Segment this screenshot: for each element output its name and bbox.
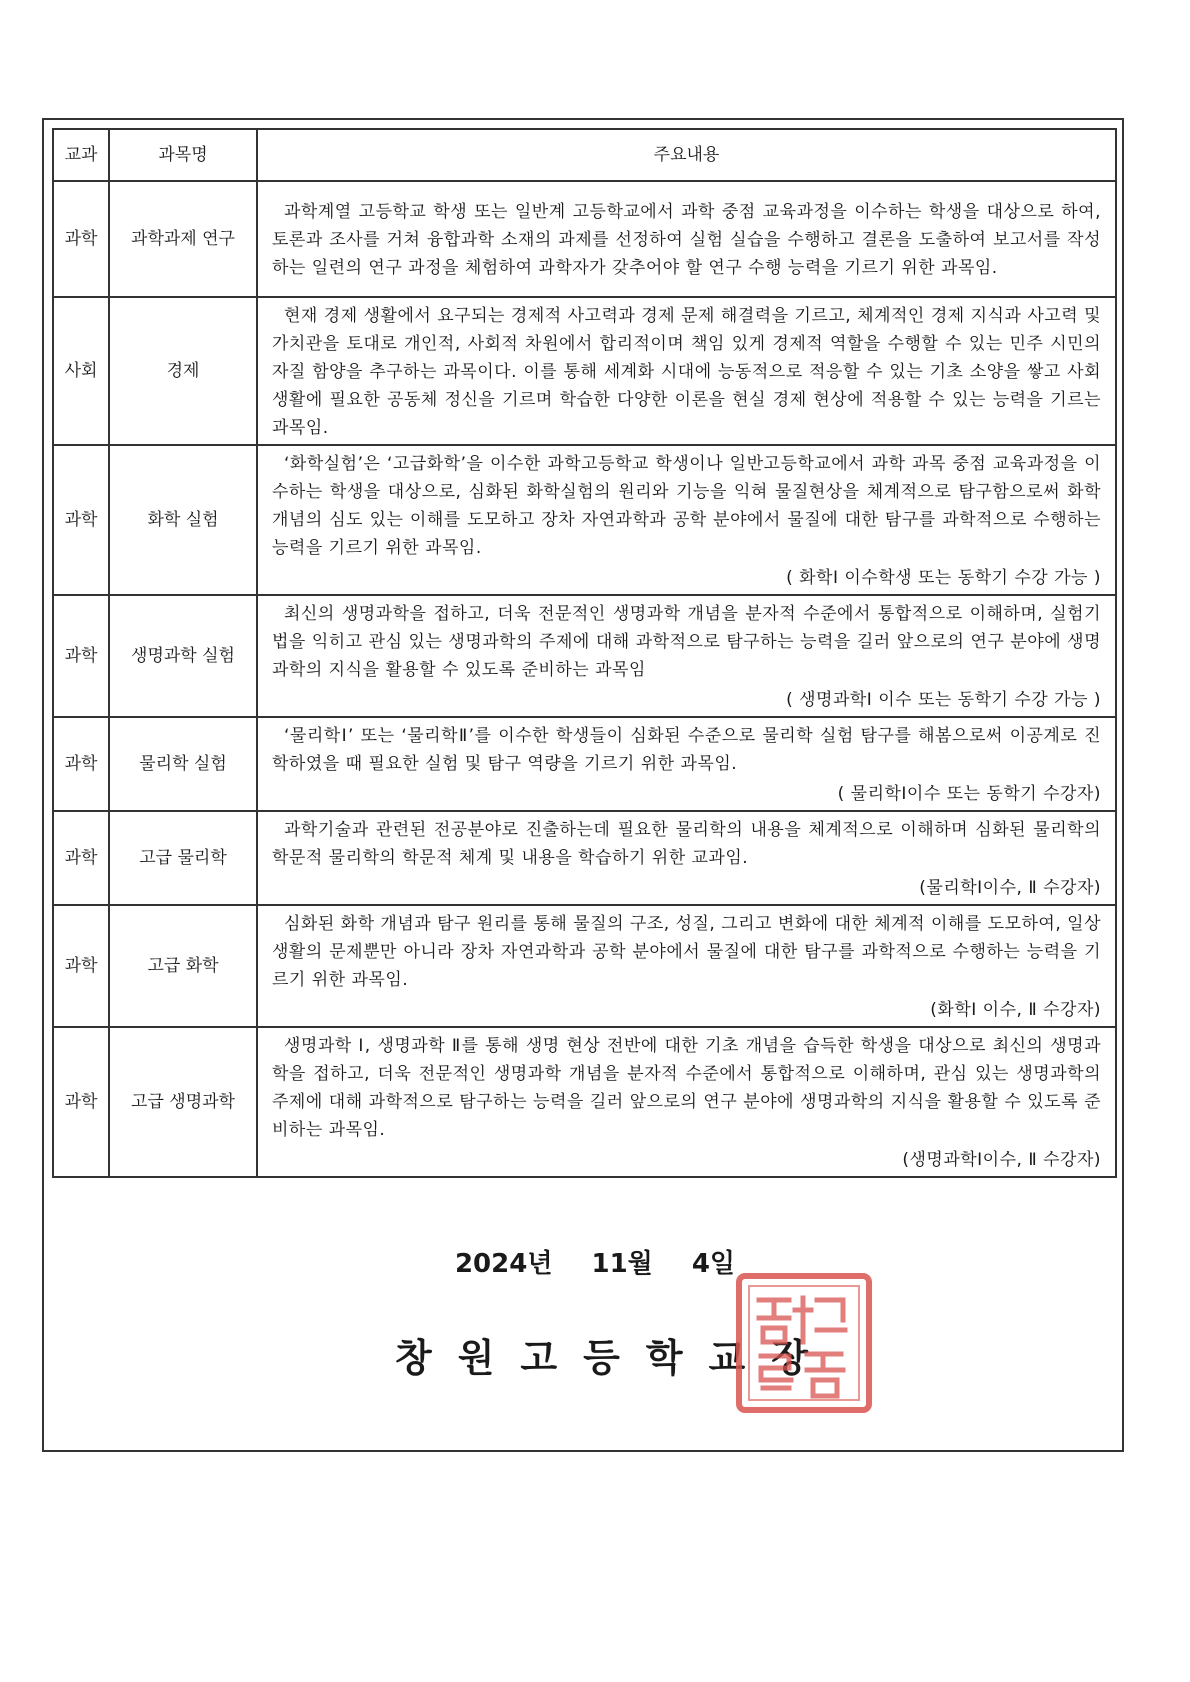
course-name-cell: 화학 실험 <box>109 445 257 595</box>
content-text: 현재 경제 생활에서 요구되는 경제적 사고력과 경제 문제 해결력을 기르고, 체계적인 경제 지식과 사고력 및 가치관을 토대로 개인적, 사회적 차원에서 합리적이며 책임 있게 경제적 역할을 수행할 수 있는 민주 시민의 자질 함양을 추구하는 과목이다. 이를 통해 세계화 시대에 능동적으로 적응할 수 있는 기초 소양을 쌓고 사회생활에 필요한 공동체 정신을 기르며 학습한 다양한 이론을 현실 경제 현상에 적용할 수 있는 능력을 기르는 과목임. <box>272 306 1101 438</box>
content-text: ‘화학실험’은 ‘고급화학’을 이수한 과학고등학교 학생이나 일반고등학교에서 과학 과목 중점 교육과정을 이수하는 학생을 대상으로, 심화된 화학실험의 원리와 기능을 익혀 물질현상을 체계적으로 탐구함으로써 화학 개념의 심도 있는 이해를 도모하고 장차 자연과학과 공학 분야에서 물질에 대한 탐구를 과학적으로 수행하는 능력을 기르기 위한 과목임. <box>272 454 1101 558</box>
prerequisite-note: (화학Ⅰ 이수, Ⅱ 수강자) <box>930 1000 1101 1020</box>
table-header-row <box>53 129 1116 181</box>
course-name-cell: 고급 화학 <box>109 905 257 1027</box>
content-cell <box>257 811 1116 905</box>
header-content: 주요내용 <box>257 129 1116 181</box>
subject-cell: 과학 <box>53 181 109 297</box>
prerequisite-note: ( 생명과학Ⅰ 이수 또는 동학기 수강 가능 ) <box>786 690 1101 710</box>
content-cell <box>257 181 1116 297</box>
prerequisite-note: ( 물리학Ⅰ이수 또는 동학기 수강자) <box>837 784 1101 804</box>
subject-cell: 과학 <box>53 717 109 811</box>
header-subject: 교과 <box>53 129 109 181</box>
content-text: 과학계열 고등학교 학생 또는 일반계 고등학교에서 과학 중점 교육과정을 이수하는 학생을 대상으로 하여, 토론과 조사를 거쳐 융합과학 소재의 과제를 선정하여 실험 실습을 수행하고 결론을 도출하여 보고서를 작성하는 일련의 연구 과정을 체험하여 과학자가 갖추어야 할 연구 수행 능력을 기르기 위한 과목임. <box>272 202 1101 278</box>
course-name-cell: 과학과제 연구 <box>109 181 257 297</box>
course-name-cell: 생명과학 실험 <box>109 595 257 717</box>
subject-cell: 과학 <box>53 811 109 905</box>
course-name-cell: 경제 <box>109 297 257 445</box>
content-cell <box>257 717 1116 811</box>
content-cell <box>257 445 1116 595</box>
table-row <box>53 595 1116 717</box>
course-name-cell: 물리학 실험 <box>109 717 257 811</box>
prerequisite-note: (물리학Ⅰ이수, Ⅱ 수강자) <box>919 878 1101 898</box>
header-course: 과목명 <box>109 129 257 181</box>
table-row <box>53 717 1116 811</box>
subject-cell: 과학 <box>53 1027 109 1177</box>
issue-date: 2024년 11월 4일 <box>454 1249 736 1279</box>
content-cell <box>257 297 1116 445</box>
content-text: 과학기술과 관련된 전공분야로 진출하는데 필요한 물리학의 내용을 체계적으로 이해하며 심화된 물리학의 학문적 물리학의 학문적 체계 및 내용을 학습하기 위한 교과임. <box>272 820 1101 868</box>
subject-cell: 과학 <box>53 445 109 595</box>
content-cell <box>257 905 1116 1027</box>
table-row <box>53 1027 1116 1177</box>
subject-cell: 과학 <box>53 595 109 717</box>
course-table <box>52 128 1117 1178</box>
content-text: 생명과학 Ⅰ, 생명과학 Ⅱ를 통해 생명 현상 전반에 대한 기초 개념을 습득한 학생을 대상으로 최신의 생명과학을 접하고, 더욱 전문적인 생명과학 개념을 분자적 수준에서 통합적으로 이해하며, 관심 있는 생명과학의 주제에 대해 과학적으로 탐구하는 능력을 길러 앞으로의 연구 분야에 생명과학의 지식을 활용할 수 있도록 준비하는 과목임. <box>272 1036 1101 1140</box>
subject-cell: 사회 <box>53 297 109 445</box>
subject-cell: 과학 <box>53 905 109 1027</box>
table-row <box>53 181 1116 297</box>
content-text: 심화된 화학 개념과 탐구 원리를 통해 물질의 구조, 성질, 그리고 변화에 대한 체계적 이해를 도모하여, 일상생활의 문제뿐만 아니라 장차 자연과학과 공학 분야에서 물질에 대한 탐구를 과학적으로 수행하는 능력을 기르기 위한 과목임. <box>272 914 1101 990</box>
course-name-cell: 고급 물리학 <box>109 811 257 905</box>
official-seal-icon <box>733 1270 875 1416</box>
table-row <box>53 905 1116 1027</box>
table-row <box>53 445 1116 595</box>
content-text: 최신의 생명과학을 접하고, 더욱 전문적인 생명과학 개념을 분자적 수준에서 통합적으로 이해하며, 실험기법을 익히고 관심 있는 생명과학의 주제에 대해 과학적으로 탐구하는 능력을 길러 앞으로의 연구 분야에 생명과학의 지식을 활용할 수 있도록 준비하는 과목임 <box>272 604 1101 680</box>
table-row <box>53 811 1116 905</box>
table-row <box>53 297 1116 445</box>
prerequisite-note: (생명과학Ⅰ이수, Ⅱ 수강자) <box>902 1150 1101 1170</box>
content-cell <box>257 1027 1116 1177</box>
principal-signature-line: 창원고등학교장 <box>395 1336 834 1380</box>
course-name-cell: 고급 생명과학 <box>109 1027 257 1177</box>
content-cell <box>257 595 1116 717</box>
prerequisite-note: ( 화학Ⅰ 이수학생 또는 동학기 수강 가능 ) <box>786 568 1101 588</box>
content-text: ‘물리학Ⅰ’ 또는 ‘물리학Ⅱ’를 이수한 학생들이 심화된 수준으로 물리학 실험 탐구를 해봄으로써 이공계로 진학하였을 때 필요한 실험 및 탐구 역량을 기르기 위한 과목임. <box>272 726 1101 774</box>
